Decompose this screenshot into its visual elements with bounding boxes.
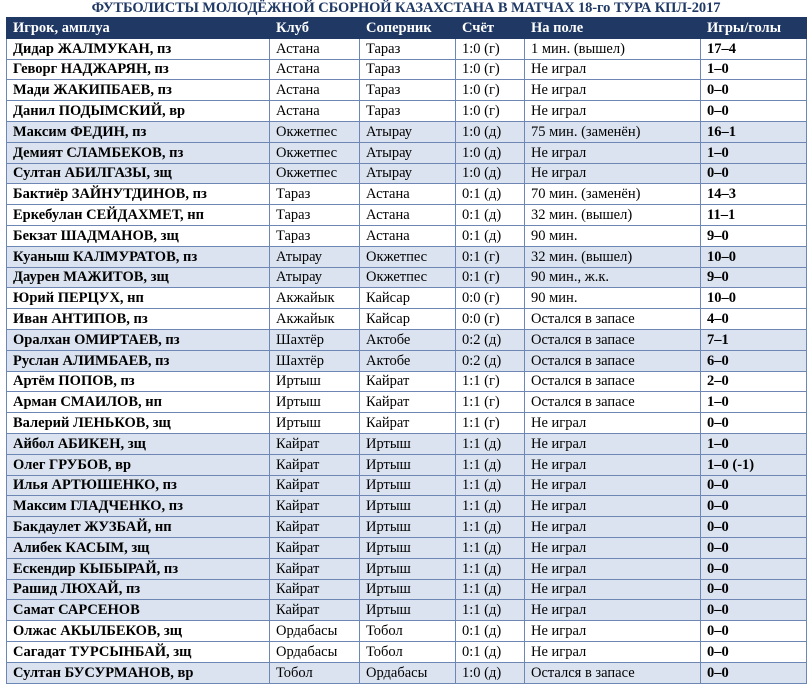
score-cell: 1:1 (г) — [456, 392, 525, 413]
score-cell: 1:1 (г) — [456, 413, 525, 434]
on-field-cell: 70 мин. (заменён) — [525, 184, 701, 205]
opponent-cell: Иртыш — [360, 475, 456, 496]
player-cell: Руслан АЛИМБАЕВ, пз — [7, 350, 270, 371]
games-goals-cell: 0–0 — [701, 101, 807, 122]
player-cell: Еркебулан СЕЙДАХМЕТ, нп — [7, 205, 270, 226]
games-goals-cell: 1–0 (-1) — [701, 454, 807, 475]
table-row — [7, 392, 807, 413]
player-cell: Султан АБИЛГАЗЫ, зщ — [7, 163, 270, 184]
score-cell: 1:0 (г) — [456, 38, 525, 59]
score-cell: 1:1 (д) — [456, 475, 525, 496]
games-goals-cell: 0–0 — [701, 558, 807, 579]
opponent-cell: Тараз — [360, 80, 456, 101]
table-row — [7, 517, 807, 538]
player-cell: Оралхан ОМИРТАЕВ, пз — [7, 329, 270, 350]
opponent-cell: Кайрат — [360, 413, 456, 434]
on-field-cell: Остался в запасе — [525, 371, 701, 392]
club-cell: Иртыш — [270, 371, 360, 392]
header-row — [7, 18, 807, 39]
games-goals-cell: 0–0 — [701, 600, 807, 621]
club-cell: Кайрат — [270, 537, 360, 558]
table-row — [7, 454, 807, 475]
column-header-club: Клуб — [270, 18, 360, 39]
club-cell: Тараз — [270, 184, 360, 205]
games-goals-cell: 0–0 — [701, 579, 807, 600]
score-cell: 1:0 (д) — [456, 163, 525, 184]
on-field-cell: Не играл — [525, 558, 701, 579]
club-cell: Кайрат — [270, 454, 360, 475]
player-cell: Геворг НАДЖАРЯН, пз — [7, 59, 270, 80]
score-cell: 1:0 (д) — [456, 121, 525, 142]
games-goals-cell: 9–0 — [701, 267, 807, 288]
games-goals-cell: 0–0 — [701, 475, 807, 496]
games-goals-cell: 0–0 — [701, 517, 807, 538]
player-cell: Иван АНТИПОВ, пз — [7, 309, 270, 330]
on-field-cell: Не играл — [525, 454, 701, 475]
column-header-games-goals: Игры/голы — [701, 18, 807, 39]
games-goals-cell: 17–4 — [701, 38, 807, 59]
club-cell: Шахтёр — [270, 329, 360, 350]
games-goals-cell: 10–0 — [701, 246, 807, 267]
table-row — [7, 641, 807, 662]
on-field-cell: 90 мин., ж.к. — [525, 267, 701, 288]
table-row — [7, 558, 807, 579]
games-goals-cell: 6–0 — [701, 350, 807, 371]
club-cell: Окжетпес — [270, 121, 360, 142]
opponent-cell: Иртыш — [360, 579, 456, 600]
score-cell: 0:1 (г) — [456, 246, 525, 267]
player-stats-table — [6, 17, 807, 684]
club-cell: Окжетпес — [270, 142, 360, 163]
games-goals-cell: 0–0 — [701, 163, 807, 184]
on-field-cell: 90 мин. — [525, 288, 701, 309]
player-cell: Самат САРСЕНОВ — [7, 600, 270, 621]
player-cell: Даурен МАЖИТОВ, зщ — [7, 267, 270, 288]
table-row — [7, 121, 807, 142]
club-cell: Ордабасы — [270, 641, 360, 662]
table-row — [7, 59, 807, 80]
opponent-cell: Кайрат — [360, 371, 456, 392]
on-field-cell: Не играл — [525, 600, 701, 621]
player-cell: Куаныш КАЛМУРАТОВ, пз — [7, 246, 270, 267]
opponent-cell: Кайсар — [360, 288, 456, 309]
table-row — [7, 309, 807, 330]
on-field-cell: Не играл — [525, 163, 701, 184]
club-cell: Астана — [270, 59, 360, 80]
opponent-cell: Иртыш — [360, 558, 456, 579]
player-cell: Ескендир КЫБЫРАЙ, пз — [7, 558, 270, 579]
opponent-cell: Астана — [360, 205, 456, 226]
player-cell: Арман СМАИЛОВ, нп — [7, 392, 270, 413]
score-cell: 0:1 (д) — [456, 184, 525, 205]
games-goals-cell: 9–0 — [701, 225, 807, 246]
opponent-cell: Кайрат — [360, 392, 456, 413]
table-row — [7, 600, 807, 621]
player-cell: Дидар ЖАЛМУКАН, пз — [7, 38, 270, 59]
on-field-cell: Не играл — [525, 142, 701, 163]
opponent-cell: Ордабасы — [360, 662, 456, 683]
games-goals-cell: 0–0 — [701, 413, 807, 434]
score-cell: 1:1 (д) — [456, 517, 525, 538]
on-field-cell: Не играл — [525, 517, 701, 538]
score-cell: 1:1 (д) — [456, 558, 525, 579]
on-field-cell: 32 мин. (вышел) — [525, 205, 701, 226]
club-cell: Кайрат — [270, 600, 360, 621]
player-cell: Данил ПОДЫМСКИЙ, вр — [7, 101, 270, 122]
opponent-cell: Окжетпес — [360, 246, 456, 267]
club-cell: Кайрат — [270, 579, 360, 600]
player-cell: Олжас АКЫЛБЕКОВ, зщ — [7, 621, 270, 642]
table-row — [7, 101, 807, 122]
player-cell: Рашид ЛЮХАЙ, пз — [7, 579, 270, 600]
player-cell: Валерий ЛЕНЬКОВ, зщ — [7, 413, 270, 434]
games-goals-cell: 0–0 — [701, 80, 807, 101]
score-cell: 1:0 (г) — [456, 80, 525, 101]
score-cell: 1:0 (д) — [456, 662, 525, 683]
opponent-cell: Иртыш — [360, 600, 456, 621]
table-row — [7, 329, 807, 350]
player-cell: Илья АРТЮШЕНКО, пз — [7, 475, 270, 496]
table-row — [7, 225, 807, 246]
score-cell: 1:1 (д) — [456, 433, 525, 454]
games-goals-cell: 0–0 — [701, 496, 807, 517]
column-header-player: Игрок, амплуа — [7, 18, 270, 39]
games-goals-cell: 10–0 — [701, 288, 807, 309]
opponent-cell: Атырау — [360, 121, 456, 142]
table-row — [7, 205, 807, 226]
table-row — [7, 38, 807, 59]
player-cell: Юрий ПЕРЦУХ, нп — [7, 288, 270, 309]
score-cell: 1:0 (г) — [456, 101, 525, 122]
club-cell: Иртыш — [270, 392, 360, 413]
player-cell: Айбол АБИКЕН, зщ — [7, 433, 270, 454]
score-cell: 0:1 (г) — [456, 267, 525, 288]
club-cell: Шахтёр — [270, 350, 360, 371]
on-field-cell: 90 мин. — [525, 225, 701, 246]
opponent-cell: Тобол — [360, 621, 456, 642]
on-field-cell: Не играл — [525, 413, 701, 434]
table-row — [7, 350, 807, 371]
player-cell: Олег ГРУБОВ, вр — [7, 454, 270, 475]
on-field-cell: Не играл — [525, 59, 701, 80]
table-row — [7, 621, 807, 642]
score-cell: 0:1 (д) — [456, 621, 525, 642]
club-cell: Иртыш — [270, 413, 360, 434]
opponent-cell: Тараз — [360, 101, 456, 122]
club-cell: Астана — [270, 101, 360, 122]
table-row — [7, 163, 807, 184]
table-row — [7, 142, 807, 163]
score-cell: 0:1 (д) — [456, 641, 525, 662]
table-row — [7, 371, 807, 392]
opponent-cell: Иртыш — [360, 433, 456, 454]
club-cell: Астана — [270, 80, 360, 101]
games-goals-cell: 2–0 — [701, 371, 807, 392]
on-field-cell: Остался в запасе — [525, 329, 701, 350]
table-row — [7, 579, 807, 600]
games-goals-cell: 0–0 — [701, 641, 807, 662]
games-goals-cell: 1–0 — [701, 392, 807, 413]
club-cell: Тараз — [270, 225, 360, 246]
table-row — [7, 288, 807, 309]
games-goals-cell: 4–0 — [701, 309, 807, 330]
opponent-cell: Атырау — [360, 163, 456, 184]
score-cell: 1:1 (д) — [456, 537, 525, 558]
score-cell: 1:1 (г) — [456, 371, 525, 392]
score-cell: 1:1 (д) — [456, 579, 525, 600]
player-cell: Алибек КАСЫМ, зщ — [7, 537, 270, 558]
opponent-cell: Атырау — [360, 142, 456, 163]
opponent-cell: Иртыш — [360, 454, 456, 475]
on-field-cell: Не играл — [525, 621, 701, 642]
opponent-cell: Окжетпес — [360, 267, 456, 288]
table-row — [7, 267, 807, 288]
on-field-cell: Не играл — [525, 80, 701, 101]
column-header-score: Счёт — [456, 18, 525, 39]
score-cell: 0:2 (д) — [456, 350, 525, 371]
club-cell: Тобол — [270, 662, 360, 683]
club-cell: Окжетпес — [270, 163, 360, 184]
opponent-cell: Тобол — [360, 641, 456, 662]
on-field-cell: 32 мин. (вышел) — [525, 246, 701, 267]
table-row — [7, 80, 807, 101]
club-cell: Кайрат — [270, 517, 360, 538]
player-cell: Султан БУСУРМАНОВ, вр — [7, 662, 270, 683]
table-body — [7, 38, 807, 683]
table-row — [7, 496, 807, 517]
club-cell: Кайрат — [270, 496, 360, 517]
on-field-cell: Не играл — [525, 537, 701, 558]
score-cell: 0:1 (д) — [456, 225, 525, 246]
club-cell: Кайрат — [270, 433, 360, 454]
table-title: ФУТБОЛИСТЫ МОЛОДЁЖНОЙ СБОРНОЙ КАЗАХСТАНА В МАТЧАХ 18-го ТУРА КПЛ-2017 — [91, 0, 721, 16]
club-cell: Атырау — [270, 246, 360, 267]
games-goals-cell: 0–0 — [701, 621, 807, 642]
table-row — [7, 413, 807, 434]
score-cell: 1:1 (д) — [456, 496, 525, 517]
score-cell: 0:2 (д) — [456, 329, 525, 350]
on-field-cell: 75 мин. (заменён) — [525, 121, 701, 142]
games-goals-cell: 7–1 — [701, 329, 807, 350]
on-field-cell: Остался в запасе — [525, 350, 701, 371]
score-cell: 0:0 (г) — [456, 288, 525, 309]
on-field-cell: Остался в запасе — [525, 309, 701, 330]
table-row — [7, 475, 807, 496]
club-cell: Тараз — [270, 205, 360, 226]
player-cell: Бекзат ШАДМАНОВ, зщ — [7, 225, 270, 246]
opponent-cell: Актобе — [360, 329, 456, 350]
opponent-cell: Тараз — [360, 38, 456, 59]
games-goals-cell: 1–0 — [701, 142, 807, 163]
opponent-cell: Тараз — [360, 59, 456, 80]
games-goals-cell: 16–1 — [701, 121, 807, 142]
player-cell: Мади ЖАКИПБАЕВ, пз — [7, 80, 270, 101]
on-field-cell: Не играл — [525, 496, 701, 517]
on-field-cell: Остался в запасе — [525, 662, 701, 683]
score-cell: 0:1 (д) — [456, 205, 525, 226]
opponent-cell: Астана — [360, 225, 456, 246]
score-cell: 1:0 (д) — [456, 142, 525, 163]
club-cell: Ордабасы — [270, 621, 360, 642]
on-field-cell: Не играл — [525, 641, 701, 662]
player-cell: Артём ПОПОВ, пз — [7, 371, 270, 392]
on-field-cell: Не играл — [525, 579, 701, 600]
opponent-cell: Иртыш — [360, 496, 456, 517]
on-field-cell: Не играл — [525, 433, 701, 454]
club-cell: Акжайык — [270, 309, 360, 330]
player-cell: Сагадат ТУРСЫНБАЙ, зщ — [7, 641, 270, 662]
table-row — [7, 433, 807, 454]
games-goals-cell: 11–1 — [701, 205, 807, 226]
opponent-cell: Иртыш — [360, 517, 456, 538]
games-goals-cell: 1–0 — [701, 433, 807, 454]
on-field-cell: Остался в запасе — [525, 392, 701, 413]
opponent-cell: Кайсар — [360, 309, 456, 330]
score-cell: 1:1 (д) — [456, 454, 525, 475]
on-field-cell: Не играл — [525, 101, 701, 122]
club-cell: Атырау — [270, 267, 360, 288]
column-header-opponent: Соперник — [360, 18, 456, 39]
player-cell: Максим ФЕДИН, пз — [7, 121, 270, 142]
on-field-cell: Не играл — [525, 475, 701, 496]
games-goals-cell: 14–3 — [701, 184, 807, 205]
opponent-cell: Иртыш — [360, 537, 456, 558]
score-cell: 1:1 (д) — [456, 600, 525, 621]
on-field-cell: 1 мин. (вышел) — [525, 38, 701, 59]
games-goals-cell: 0–0 — [701, 537, 807, 558]
table-row — [7, 537, 807, 558]
score-cell: 1:0 (г) — [456, 59, 525, 80]
opponent-cell: Астана — [360, 184, 456, 205]
table-row — [7, 184, 807, 205]
club-cell: Кайрат — [270, 475, 360, 496]
player-cell: Бактиёр ЗАЙНУТДИНОВ, пз — [7, 184, 270, 205]
column-header-on-field: На поле — [525, 18, 701, 39]
club-cell: Астана — [270, 38, 360, 59]
club-cell: Акжайык — [270, 288, 360, 309]
games-goals-cell: 0–0 — [701, 662, 807, 683]
player-cell: Максим ГЛАДЧЕНКО, пз — [7, 496, 270, 517]
opponent-cell: Актобе — [360, 350, 456, 371]
table-row — [7, 246, 807, 267]
games-goals-cell: 1–0 — [701, 59, 807, 80]
table-row — [7, 662, 807, 683]
player-cell: Демият СЛАМБЕКОВ, пз — [7, 142, 270, 163]
player-cell: Бакдаулет ЖУЗБАЙ, нп — [7, 517, 270, 538]
club-cell: Кайрат — [270, 558, 360, 579]
score-cell: 0:0 (г) — [456, 309, 525, 330]
